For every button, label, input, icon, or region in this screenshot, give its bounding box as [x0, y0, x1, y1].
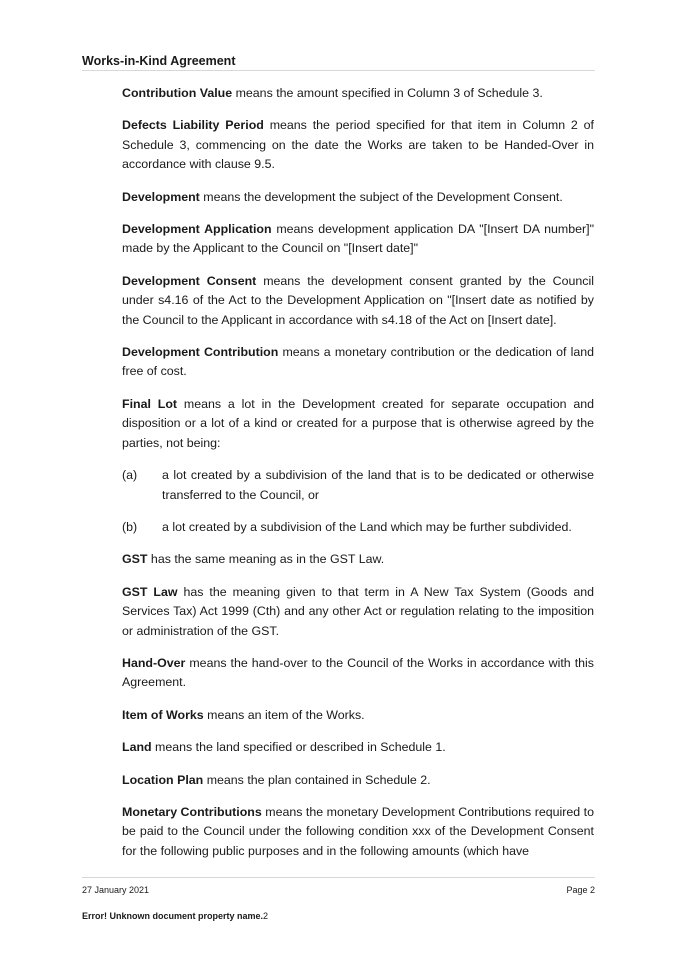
definition-term: Defects Liability Period	[122, 118, 264, 133]
definition-text: has the meaning given to that term in A New Tax System (Goods and Services Tax) Act 1999 (Cth) and any other Act or regulation relating to the imposition or administration of the GST.	[122, 584, 594, 638]
document-title: Works-in-Kind Agreement	[82, 54, 236, 68]
definition-term: Hand-Over	[122, 655, 186, 670]
footer-error-text: Error! Unknown document property name.	[82, 911, 264, 921]
document-body	[122, 84, 594, 874]
footer-field-error	[82, 910, 595, 922]
definition-paragraph	[122, 188, 594, 207]
definition-term: Item of Works	[122, 707, 204, 722]
list-item-text: a lot created by a subdivision of the land that is to be dedicated or otherwise transferred to the Council, or	[162, 468, 594, 502]
definition-text: has the same meaning as in the GST Law.	[147, 552, 385, 567]
list-item	[122, 518, 594, 537]
definition-paragraph	[122, 654, 594, 693]
definition-text: means the development consent granted by the Council under s4.16 of the Act to the Development Application on "[Insert date as notified by the Council to the Applicant in accordance with s4.18 of the Act on [Insert date].	[122, 273, 594, 327]
definition-paragraph	[122, 583, 594, 641]
definition-text: means the hand-over to the Council of the Works in accordance with this Agreement.	[122, 655, 594, 690]
definition-text: means the amount specified in Column 3 of Schedule 3.	[232, 86, 543, 100]
definition-text: means the development the subject of the Development Consent.	[199, 189, 563, 204]
definition-paragraph	[122, 771, 594, 790]
definition-text: means the period specified for that item in Column 2 of Schedule 3, commencing on the date the Works are taken to be Handed-Over in accordance with clause 9.5.	[122, 118, 595, 172]
definition-term: Development Application	[122, 222, 272, 237]
page-footer	[82, 877, 595, 922]
definition-paragraph	[122, 116, 594, 174]
definition-term: Location Plan	[122, 772, 204, 787]
definition-paragraph	[122, 803, 594, 861]
page-header	[82, 53, 595, 71]
definition-paragraph	[122, 220, 594, 259]
definition-term: GST	[122, 552, 148, 567]
definition-text: means the land specified or described in Schedule 1.	[151, 740, 446, 755]
definition-paragraph	[122, 343, 594, 382]
page-number: Page 2	[566, 885, 595, 895]
footer-date: 27 January 2021	[82, 885, 150, 895]
footer-row	[82, 884, 595, 902]
list-item-number: (a)	[122, 468, 138, 483]
definition-term: Development	[122, 189, 200, 204]
definition-paragraph	[122, 395, 594, 453]
definition-text: means an item of the Works.	[203, 707, 365, 722]
definition-text: means a monetary contribution or the dedication of land free of cost.	[122, 345, 595, 379]
definition-term: Contribution Value	[122, 86, 233, 100]
definition-paragraph	[122, 706, 594, 725]
definition-text: means development application DA "[Insert DA number]" made by the Applicant to the Council on "[Insert date]"	[122, 222, 594, 256]
definition-term: Land	[122, 740, 152, 755]
definition-term: Development Consent	[122, 273, 257, 288]
definition-term: Monetary Contributions	[122, 804, 262, 819]
definition-text: means a lot in the Development created for separate occupation and disposition or a lot of a kind or created for a purpose that is otherwise agreed by the parties, not being:	[122, 396, 594, 450]
definition-paragraph	[122, 738, 594, 757]
definition-text: means the monetary Development Contributions required to be paid to the Council under the following condition xxx of the Development Consent for the following public purposes and in the following amounts (which have	[122, 804, 594, 858]
definition-paragraph	[122, 272, 594, 330]
definition-paragraph	[122, 550, 594, 569]
definition-paragraph	[122, 84, 594, 103]
list-item-number: (b)	[122, 519, 138, 534]
definition-term: Final Lot	[122, 396, 178, 411]
definition-term: Development Contribution	[122, 345, 279, 360]
list-item	[122, 466, 594, 505]
definition-term: GST Law	[122, 584, 178, 599]
footer-error-suffix: 2	[263, 911, 269, 921]
list-item-text: a lot created by a subdivision of the Land which may be further subdivided.	[162, 519, 572, 534]
definition-text: means the plan contained in Schedule 2.	[203, 772, 431, 787]
